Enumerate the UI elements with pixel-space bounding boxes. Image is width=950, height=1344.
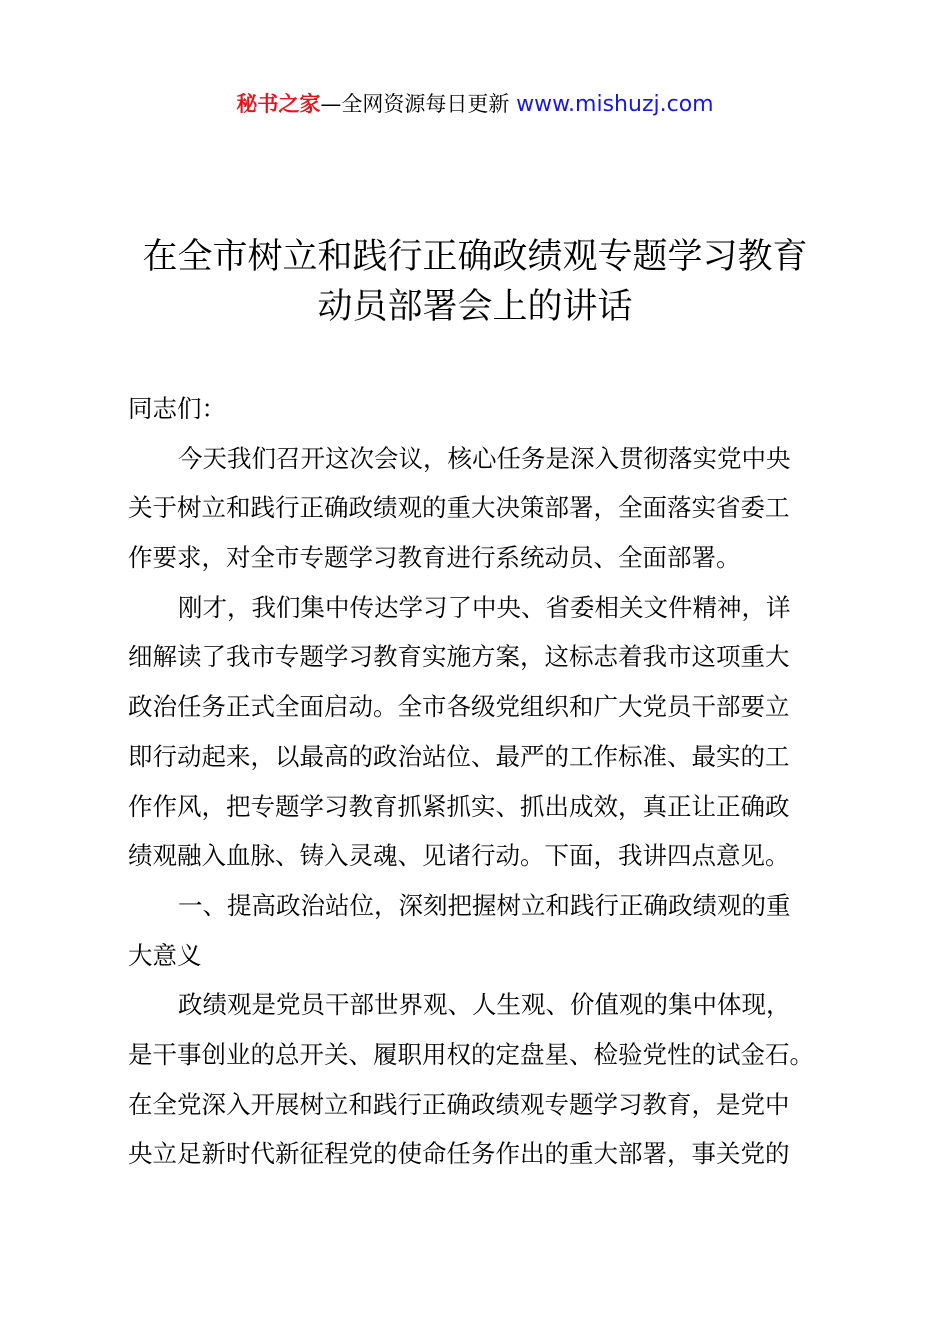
body-text-line: 是干事创业的总开关、履职用权的定盘星、检验党性的试金石。 [128,1039,814,1069]
body-text-line: 同志们： [128,394,226,423]
body-text-line: 今天我们召开这次会议，核心任务是深入贯彻落实党中央 [178,443,791,473]
body-text-line: 作作风，把专题学习教育抓紧抓实、抓出成效，真正让正确政 [128,791,790,821]
body-text-line: 即行动起来，以最高的政治站位、最严的工作标准、最实的工 [128,741,790,771]
site-header [0,88,950,118]
body-text-line: 央立足新时代新征程党的使命任务作出的重大部署，事关党的 [128,1139,790,1169]
body-text-line: 政治任务正式全面启动。全市各级党组织和广大党员干部要立 [128,692,790,722]
header-tagline: —全网资源每日更新 [320,92,517,116]
body-text-line: 关于树立和践行正确政绩观的重大决策部署，全面落实省委工 [128,493,790,523]
document-title [0,232,950,332]
body-text-line: 作要求，对全市专题学习教育进行系统动员、全面部署。 [128,543,741,573]
body-text-line: 刚才，我们集中传达学习了中央、省委相关文件精神，详 [178,592,791,622]
body-text-line: 政绩观是党员干部世界观、人生观、价值观的集中体现， [178,990,791,1020]
document-body [128,384,838,1179]
body-text-line: 绩观融入血脉、铸入灵魂、见诸行动。下面，我讲四点意见。 [128,841,790,871]
site-url-link[interactable]: www.mishuzj.com [516,92,714,117]
title-line: 在全市树立和践行正确政绩观专题学习教育 [142,237,808,277]
brand-name: 秘书之家 [236,92,321,116]
body-text-line: 细解读了我市专题学习教育实施方案，这标志着我市这项重大 [128,642,790,672]
body-text-line: 在全党深入开展树立和践行正确政绩观专题学习教育，是党中 [128,1089,790,1119]
title-line: 动员部署会上的讲话 [317,287,633,327]
section-heading-line: 大意义 [128,940,202,970]
section-heading-line: 一、提高政治站位，深刻把握树立和践行正确政绩观的重 [178,890,791,920]
